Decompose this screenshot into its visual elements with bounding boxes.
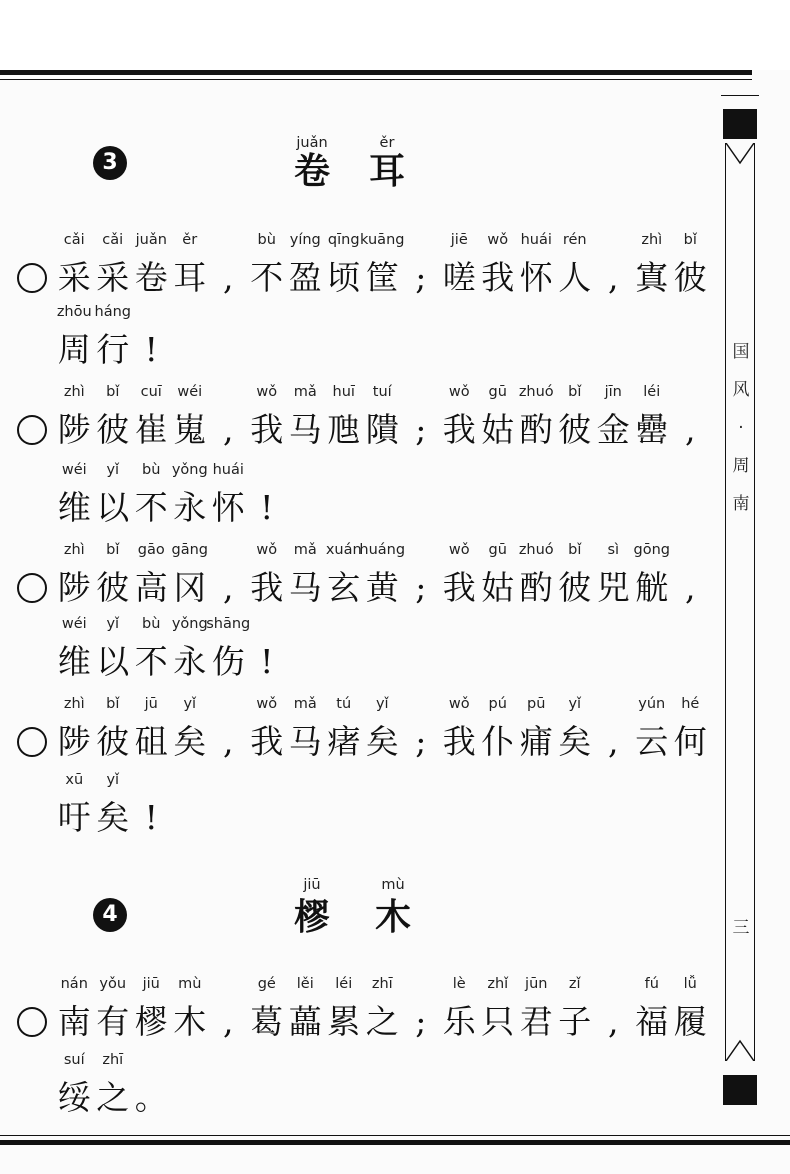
pinyin-annotation: nán xyxy=(60,976,88,992)
hanzi-char: 彼 xyxy=(558,568,592,607)
hanzi-char: 我 xyxy=(442,568,476,607)
pinyin-annotation: shāng xyxy=(206,616,251,632)
sidebar-panel xyxy=(725,143,755,1061)
pinyin-annotation: mǎ xyxy=(293,696,317,712)
hanzi-char: 永 xyxy=(173,488,207,527)
hanzi-char: 不 xyxy=(134,488,168,527)
hanzi-char: 福 xyxy=(635,1002,669,1041)
hanzi-char: 樛 xyxy=(134,1002,168,1041)
hanzi-char: 仆 xyxy=(481,722,515,761)
punctuation: ! xyxy=(144,330,158,369)
pinyin-annotation: huáng xyxy=(359,542,406,558)
pinyin-annotation: rén xyxy=(562,232,587,248)
verse-line xyxy=(0,1052,715,1118)
pinyin-annotation: bǐ xyxy=(568,384,582,400)
pinyin-annotation: huái xyxy=(212,462,244,478)
punctuation: ! xyxy=(144,798,158,837)
hanzi-char: 虺 xyxy=(327,410,361,449)
sidebar-chapter-label xyxy=(726,333,756,523)
pinyin-annotation: pú xyxy=(488,696,507,712)
hanzi-char: 嵬 xyxy=(173,410,207,449)
hanzi-char: 筐 xyxy=(365,258,399,297)
pinyin-annotation: lè xyxy=(452,976,466,992)
verse-line xyxy=(0,304,715,370)
pinyin-annotation: fú xyxy=(644,976,659,992)
hanzi-char: 姑 xyxy=(481,568,515,607)
title-pinyin: mù xyxy=(381,877,405,893)
hanzi-char: 陟 xyxy=(57,722,91,761)
section-number-badge: 4 xyxy=(93,898,127,932)
pinyin-annotation: pū xyxy=(527,696,546,712)
hanzi-char: 彼 xyxy=(558,410,592,449)
hanzi-char: 采 xyxy=(57,258,91,297)
punctuation: ; xyxy=(415,1002,427,1041)
pinyin-annotation: zhuó xyxy=(518,384,554,400)
hanzi-char: 冈 xyxy=(173,568,207,607)
pinyin-annotation: juǎn xyxy=(135,232,167,248)
pinyin-annotation: suí xyxy=(63,1052,85,1068)
section-title-char: 木 xyxy=(375,897,412,938)
punctuation: , xyxy=(223,568,234,607)
punctuation: 。 xyxy=(134,1078,168,1117)
sidebar-top-rule xyxy=(721,95,759,96)
hanzi-char: 金 xyxy=(596,410,630,449)
hanzi-char: 怀 xyxy=(211,488,245,527)
title-pinyin: jiū xyxy=(303,877,321,893)
pinyin-annotation: mù xyxy=(178,976,202,992)
hanzi-char: 砠 xyxy=(134,722,168,761)
pinyin-annotation: xuán xyxy=(325,542,362,558)
pinyin-annotation: wǒ xyxy=(487,232,509,248)
pinyin-annotation: lěi xyxy=(296,976,314,992)
pinyin-annotation: bǐ xyxy=(106,696,120,712)
verse-line xyxy=(0,696,715,762)
pinyin-annotation: cǎi xyxy=(63,232,85,248)
hanzi-char: 人 xyxy=(558,258,592,297)
sidebar-char: 周 xyxy=(732,456,750,476)
hanzi-char: 不 xyxy=(134,642,168,681)
sidebar-char: · xyxy=(738,418,744,438)
punctuation: , xyxy=(608,258,619,297)
hanzi-char: 乐 xyxy=(442,1002,476,1041)
hanzi-char: 矣 xyxy=(173,722,207,761)
punctuation: ! xyxy=(260,488,274,527)
pinyin-annotation: sì xyxy=(607,542,620,558)
hanzi-char: 木 xyxy=(173,1002,207,1041)
hanzi-char: 马 xyxy=(288,722,322,761)
hanzi-char: 永 xyxy=(173,642,207,681)
pinyin-annotation: xū xyxy=(65,772,84,788)
sidebar-bottom-block xyxy=(723,1075,757,1105)
hanzi-char: 觥 xyxy=(635,568,669,607)
verse-line xyxy=(0,616,715,682)
pinyin-annotation: yǐ xyxy=(183,696,197,712)
pinyin-annotation: jīn xyxy=(604,384,622,400)
stanza-marker-circle xyxy=(17,415,47,445)
pinyin-annotation: gōng xyxy=(633,542,670,558)
pinyin-annotation: zhì xyxy=(63,542,85,558)
top-border-thick xyxy=(0,70,752,75)
pinyin-annotation: lǚ xyxy=(683,976,697,992)
bottom-border-thin xyxy=(0,1135,790,1136)
pinyin-annotation: zhǐ xyxy=(487,976,509,992)
verse-line xyxy=(0,232,715,298)
sidebar-top-block xyxy=(723,109,757,139)
pinyin-annotation: mǎ xyxy=(293,384,317,400)
punctuation: , xyxy=(223,722,234,761)
top-border-thin xyxy=(0,79,752,80)
hanzi-char: 有 xyxy=(96,1002,130,1041)
hanzi-char: 君 xyxy=(519,1002,553,1041)
pinyin-annotation: yǐ xyxy=(106,462,120,478)
pinyin-annotation: cuī xyxy=(140,384,162,400)
verse-line xyxy=(0,976,715,1042)
stanza-marker-circle xyxy=(17,263,47,293)
title-pinyin: ěr xyxy=(379,135,395,151)
hanzi-char: 彼 xyxy=(673,258,707,297)
hanzi-char: 陟 xyxy=(57,568,91,607)
punctuation: , xyxy=(608,722,619,761)
sidebar-char: 南 xyxy=(732,494,750,514)
sidebar-bottom-chevron xyxy=(726,1039,754,1061)
hanzi-char: 子 xyxy=(558,1002,592,1041)
pinyin-annotation: wǒ xyxy=(256,696,278,712)
hanzi-char: 马 xyxy=(288,568,322,607)
hanzi-char: 矣 xyxy=(365,722,399,761)
pinyin-annotation: gū xyxy=(488,542,507,558)
pinyin-annotation: yǐ xyxy=(568,696,582,712)
verse-line xyxy=(0,462,715,528)
pinyin-annotation: yíng xyxy=(289,232,321,248)
punctuation: , xyxy=(685,568,696,607)
verse-line xyxy=(0,772,715,838)
hanzi-char: 高 xyxy=(134,568,168,607)
hanzi-char: 南 xyxy=(57,1002,91,1041)
hanzi-char: 绥 xyxy=(57,1078,91,1117)
stanza-marker-circle xyxy=(17,573,47,603)
pinyin-annotation: mǎ xyxy=(293,542,317,558)
sidebar-char: 国 xyxy=(732,342,750,362)
hanzi-char: 不 xyxy=(250,258,284,297)
hanzi-char: 我 xyxy=(442,722,476,761)
pinyin-annotation: huī xyxy=(332,384,355,400)
pinyin-annotation: qīng xyxy=(327,232,360,248)
pinyin-annotation: zǐ xyxy=(568,976,581,992)
punctuation: ; xyxy=(415,722,427,761)
pinyin-annotation: wǒ xyxy=(256,542,278,558)
hanzi-char: 采 xyxy=(96,258,130,297)
pinyin-annotation: bǐ xyxy=(683,232,697,248)
hanzi-char: 我 xyxy=(250,568,284,607)
hanzi-char: 之 xyxy=(365,1002,399,1041)
hanzi-char: 马 xyxy=(288,410,322,449)
hanzi-char: 嗟 xyxy=(442,258,476,297)
hanzi-char: 寘 xyxy=(635,258,669,297)
pinyin-annotation: wǒ xyxy=(448,696,470,712)
pinyin-annotation: jiē xyxy=(450,232,468,248)
pinyin-annotation: bù xyxy=(142,616,161,632)
punctuation: ; xyxy=(415,258,427,297)
hanzi-char: 葛 xyxy=(250,1002,284,1041)
hanzi-char: 以 xyxy=(96,488,130,527)
chapter-sidebar xyxy=(721,95,759,1105)
pinyin-annotation: bù xyxy=(142,462,161,478)
pinyin-annotation: bù xyxy=(257,232,276,248)
page-number: 三 xyxy=(732,918,750,938)
hanzi-char: 我 xyxy=(250,722,284,761)
hanzi-char: 只 xyxy=(481,1002,515,1041)
hanzi-char: 瘏 xyxy=(327,722,361,761)
hanzi-char: 玄 xyxy=(327,568,361,607)
verse-line xyxy=(0,542,715,608)
pinyin-annotation: gāng xyxy=(171,542,208,558)
hanzi-char: 酌 xyxy=(519,568,553,607)
pinyin-annotation: yǒng xyxy=(171,462,208,478)
punctuation: ; xyxy=(415,568,427,607)
pinyin-annotation: yǒu xyxy=(99,976,127,992)
sidebar-char: 风 xyxy=(732,380,750,400)
verse-line xyxy=(0,384,715,450)
pinyin-annotation: zhì xyxy=(641,232,663,248)
hanzi-char: 我 xyxy=(442,410,476,449)
pinyin-annotation: wéi xyxy=(61,462,87,478)
pinyin-annotation: jūn xyxy=(525,976,548,992)
pinyin-annotation: zhōu xyxy=(56,304,92,320)
hanzi-char: 矣 xyxy=(558,722,592,761)
hanzi-char: 崔 xyxy=(134,410,168,449)
title-pinyin: juǎn xyxy=(296,135,328,151)
pinyin-annotation: zhì xyxy=(63,696,85,712)
hanzi-char: 卷 xyxy=(134,258,168,297)
hanzi-char: 累 xyxy=(327,1002,361,1041)
hanzi-char: 兕 xyxy=(596,568,630,607)
hanzi-char: 黄 xyxy=(365,568,399,607)
hanzi-char: 我 xyxy=(481,258,515,297)
pinyin-annotation: wéi xyxy=(61,616,87,632)
section-number-badge: 3 xyxy=(93,146,127,180)
stanza-marker-circle xyxy=(17,727,47,757)
pinyin-annotation: ěr xyxy=(182,232,198,248)
pinyin-annotation: bǐ xyxy=(106,384,120,400)
section-title-char: 卷 xyxy=(294,151,331,192)
section-title-char: 樛 xyxy=(294,897,331,938)
hanzi-char: 矣 xyxy=(96,798,130,837)
hanzi-char: 怀 xyxy=(519,258,553,297)
hanzi-char: 以 xyxy=(96,642,130,681)
hanzi-char: 吁 xyxy=(57,798,91,837)
pinyin-annotation: gé xyxy=(257,976,276,992)
hanzi-char: 隤 xyxy=(365,410,399,449)
page-top-margin xyxy=(0,0,790,70)
hanzi-char: 彼 xyxy=(96,722,130,761)
hanzi-char: 彼 xyxy=(96,410,130,449)
pinyin-annotation: huái xyxy=(520,232,552,248)
pinyin-annotation: yǒng xyxy=(171,616,208,632)
bottom-border-thick xyxy=(0,1140,790,1145)
hanzi-char: 伤 xyxy=(211,642,245,681)
pinyin-annotation: léi xyxy=(643,384,661,400)
hanzi-char: 维 xyxy=(57,642,91,681)
punctuation: ; xyxy=(415,410,427,449)
pinyin-annotation: wǒ xyxy=(256,384,278,400)
pinyin-annotation: wǒ xyxy=(448,384,470,400)
pinyin-annotation: háng xyxy=(94,304,131,320)
pinyin-annotation: tú xyxy=(336,696,352,712)
hanzi-char: 行 xyxy=(96,330,130,369)
pinyin-annotation: yún xyxy=(638,696,666,712)
punctuation: , xyxy=(685,410,696,449)
pinyin-annotation: léi xyxy=(335,976,353,992)
pinyin-annotation: bǐ xyxy=(106,542,120,558)
hanzi-char: 藟 xyxy=(288,1002,322,1041)
pinyin-annotation: zhī xyxy=(371,976,393,992)
pinyin-annotation: zhì xyxy=(63,384,85,400)
punctuation: , xyxy=(223,1002,234,1041)
hanzi-char: 罍 xyxy=(635,410,669,449)
pinyin-annotation: jiū xyxy=(142,976,160,992)
pinyin-annotation: bǐ xyxy=(568,542,582,558)
pinyin-annotation: jū xyxy=(144,696,158,712)
hanzi-char: 顷 xyxy=(327,258,361,297)
pinyin-annotation: yǐ xyxy=(375,696,389,712)
hanzi-char: 云 xyxy=(635,722,669,761)
hanzi-char: 彼 xyxy=(96,568,130,607)
hanzi-char: 痡 xyxy=(519,722,553,761)
hanzi-char: 耳 xyxy=(173,258,207,297)
punctuation: , xyxy=(223,410,234,449)
hanzi-char: 盈 xyxy=(288,258,322,297)
pinyin-annotation: gāo xyxy=(137,542,165,558)
pinyin-annotation: kuāng xyxy=(360,232,405,248)
section-title-char: 耳 xyxy=(369,151,406,192)
hanzi-char: 周 xyxy=(57,330,91,369)
hanzi-char: 陟 xyxy=(57,410,91,449)
pinyin-annotation: tuí xyxy=(372,384,392,400)
pinyin-annotation: wǒ xyxy=(448,542,470,558)
hanzi-char: 酌 xyxy=(519,410,553,449)
sidebar-top-chevron xyxy=(726,143,754,165)
stanza-marker-circle xyxy=(17,1007,47,1037)
pinyin-annotation: cǎi xyxy=(102,232,124,248)
hanzi-char: 我 xyxy=(250,410,284,449)
hanzi-char: 履 xyxy=(673,1002,707,1041)
pinyin-annotation: yǐ xyxy=(106,616,120,632)
pinyin-annotation: gū xyxy=(488,384,507,400)
punctuation: , xyxy=(223,258,234,297)
hanzi-char: 之 xyxy=(96,1078,130,1117)
punctuation: , xyxy=(608,1002,619,1041)
pinyin-annotation: yǐ xyxy=(106,772,120,788)
hanzi-char: 何 xyxy=(673,722,707,761)
pinyin-annotation: zhuó xyxy=(518,542,554,558)
pinyin-annotation: hé xyxy=(681,696,700,712)
hanzi-char: 维 xyxy=(57,488,91,527)
pinyin-annotation: zhī xyxy=(102,1052,124,1068)
pinyin-annotation: wéi xyxy=(177,384,203,400)
hanzi-char: 姑 xyxy=(481,410,515,449)
punctuation: ! xyxy=(260,642,274,681)
